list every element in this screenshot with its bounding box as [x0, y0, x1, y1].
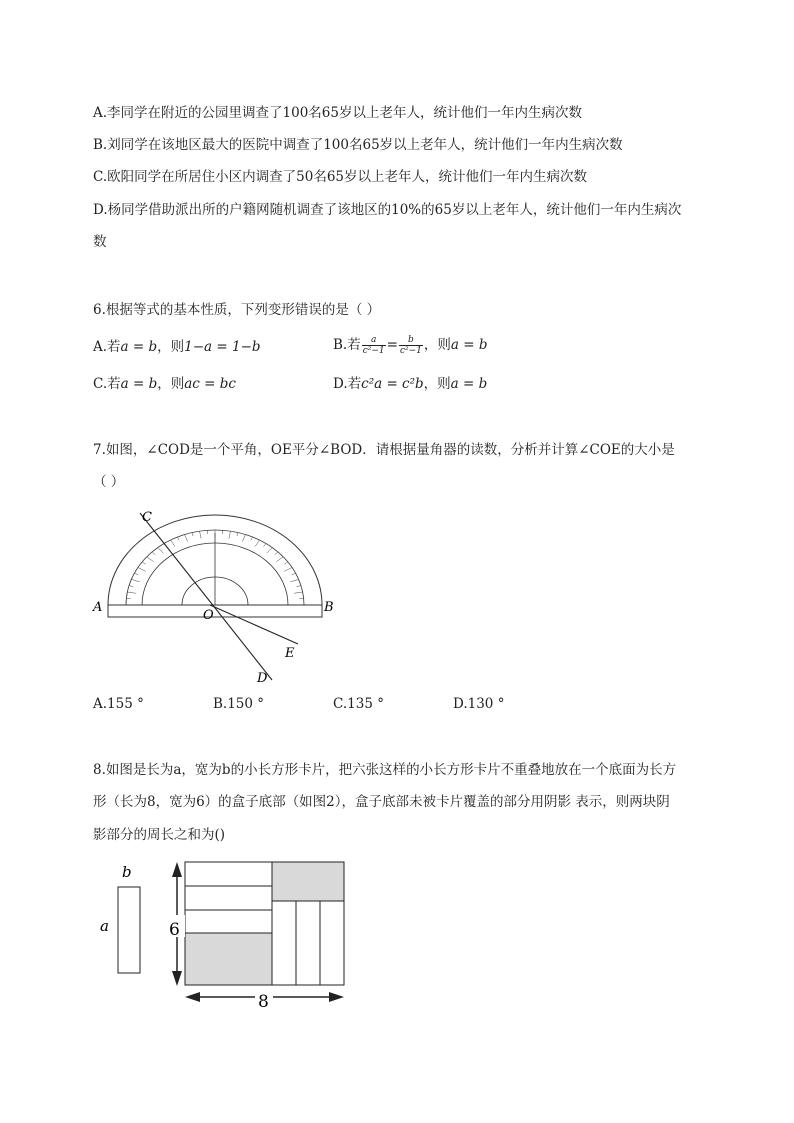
q5-option-b: B.刘同学在该地区最大的医院中调查了100名65岁以上老年人，统计他们一年内生病次数 — [93, 137, 623, 153]
card-figure — [95, 855, 355, 1015]
protractor-tick — [134, 573, 138, 575]
protractor-figure — [90, 505, 350, 690]
label-e: E — [285, 646, 295, 661]
arrow-head-down — [172, 971, 182, 986]
protractor-tick — [152, 552, 155, 555]
protractor-tick — [263, 544, 266, 547]
q6-option-c-prefix: C.若 — [93, 376, 121, 392]
width-label: 8 — [258, 992, 269, 1012]
label-b: B — [324, 600, 334, 615]
protractor-tick — [129, 586, 133, 587]
q6-option-b-fraction2 — [399, 335, 423, 356]
protractor-tick — [292, 573, 296, 575]
q5-option-c: C.欧阳同学在所居住小区内调查了50名65岁以上老年人，统计他们一年内生病次数 — [93, 169, 587, 185]
q6-option-d-expr2: a = b — [450, 376, 488, 392]
protractor-tick — [294, 592, 303, 593]
q6-option-c-expr1: a = b — [120, 376, 158, 392]
q5-option-a: A.李同学在附近的公园里调查了100名65岁以上老年人，统计他们一年内生病次数 — [93, 105, 582, 121]
protractor-tick — [138, 568, 146, 572]
q6-option-a-prefix: A.若 — [93, 339, 121, 355]
q5-option-d-line1: D.杨同学借助派出所的户籍网随机调查了该地区的10%的65岁以上老年人，统计他们一年内生病次 — [93, 202, 682, 218]
q7-option-d: D.130 ° — [453, 696, 505, 712]
protractor-tick — [266, 548, 272, 554]
protractor-tick — [229, 531, 231, 538]
label-c: C — [142, 510, 152, 525]
protractor-tick — [147, 557, 154, 562]
single-card — [118, 887, 140, 973]
arrow-head-left — [185, 992, 200, 1002]
protractor-tick — [200, 531, 202, 538]
q6-option-a-expr2: 1−a = 1−b — [184, 339, 261, 355]
protractor-tick — [284, 568, 292, 572]
q6-option-a-mid: ，则 — [157, 339, 185, 355]
arrow-head-up — [172, 862, 182, 877]
height-label: 6 — [169, 920, 180, 940]
protractor-tick — [177, 537, 179, 540]
fraction-numerator: a — [362, 335, 386, 346]
shaded-region-top-right — [272, 862, 344, 901]
q5-option-d-line2: 数 — [93, 234, 107, 250]
q6-option-d-prefix: D.若 — [333, 376, 362, 392]
q6-option-d — [333, 375, 487, 393]
q6-option-a — [93, 338, 261, 356]
q7-option-b: B.150 ° — [213, 696, 265, 712]
q6-option-a-expr1: a = b — [120, 339, 158, 355]
protractor-tick — [251, 537, 253, 540]
protractor-tick — [290, 579, 298, 582]
q7-stem-line1: 7.如图，∠COD是一个平角，OE平分∠BOD．请根据量角器的读数，分析并计算∠COE的大小是 — [93, 442, 675, 458]
q8-stem-line2: 形（长为8，宽为6）的盒子底部（如图2），盒子底部未被卡片覆盖的部分用阴影 表示，则两块阴 — [93, 794, 670, 810]
q6-option-b-expr: a = b — [450, 337, 488, 353]
fraction-denominator: c²−1 — [362, 346, 385, 356]
label-a: A — [93, 600, 103, 615]
q6-option-c-expr2: ac = bc — [184, 376, 236, 392]
q6-option-d-mid: ，则 — [423, 376, 451, 392]
label-o: O — [203, 608, 214, 623]
q7-option-a: A.155 ° — [93, 696, 144, 712]
q6-option-c — [93, 375, 236, 393]
q7-stem-line2: （ ） — [93, 474, 125, 490]
protractor-tick — [276, 557, 283, 562]
q6-option-b-mid: ，则 — [423, 337, 451, 353]
q8-stem-line1: 8.如图是长为a，宽为b的小长方形卡片，把六张这样的小长方形卡片不重叠地放在一个底面为长方 — [93, 762, 677, 778]
card-label-b: b — [122, 863, 132, 881]
protractor-tick — [242, 535, 245, 542]
protractor-tick — [127, 592, 136, 593]
protractor-tick — [237, 533, 238, 537]
protractor-tick — [275, 552, 278, 555]
q6-stem: 6.根据等式的基本性质，下列变形错误的是（ ） — [93, 302, 381, 318]
q6-option-b: B.若 $\frac{a}{\text{c²−1}}$ = $\frac{b}{\text{c²−1}}$ ，则a = b — [333, 335, 488, 356]
protractor-tick — [284, 562, 288, 564]
protractor-tick — [185, 535, 188, 542]
label-d: D — [257, 671, 268, 686]
protractor-tick — [255, 540, 259, 546]
ray-oe — [210, 605, 298, 644]
protractor-tick — [297, 586, 301, 587]
protractor-tick — [158, 548, 164, 554]
shaded-region-bottom-left — [185, 933, 272, 985]
card-label-a: a — [100, 917, 109, 935]
q6-option-d-expr1: c²a = c²b — [361, 376, 424, 392]
q7-option-c: C.135 ° — [333, 696, 384, 712]
q6-option-b-fraction1 — [362, 335, 386, 356]
q6-option-b-prefix: B.若 — [333, 337, 361, 353]
q8-stem-line3: 影部分的周长之和为() — [93, 827, 226, 843]
q6-option-c-mid: ，则 — [157, 376, 185, 392]
protractor-tick — [192, 533, 193, 537]
arrow-head-right — [329, 992, 344, 1002]
fraction-numerator: b — [399, 335, 423, 346]
protractor-tick — [142, 562, 146, 564]
fraction-denominator: c²−1 — [399, 346, 422, 356]
protractor-tick — [171, 540, 175, 546]
protractor-tick — [131, 579, 139, 582]
